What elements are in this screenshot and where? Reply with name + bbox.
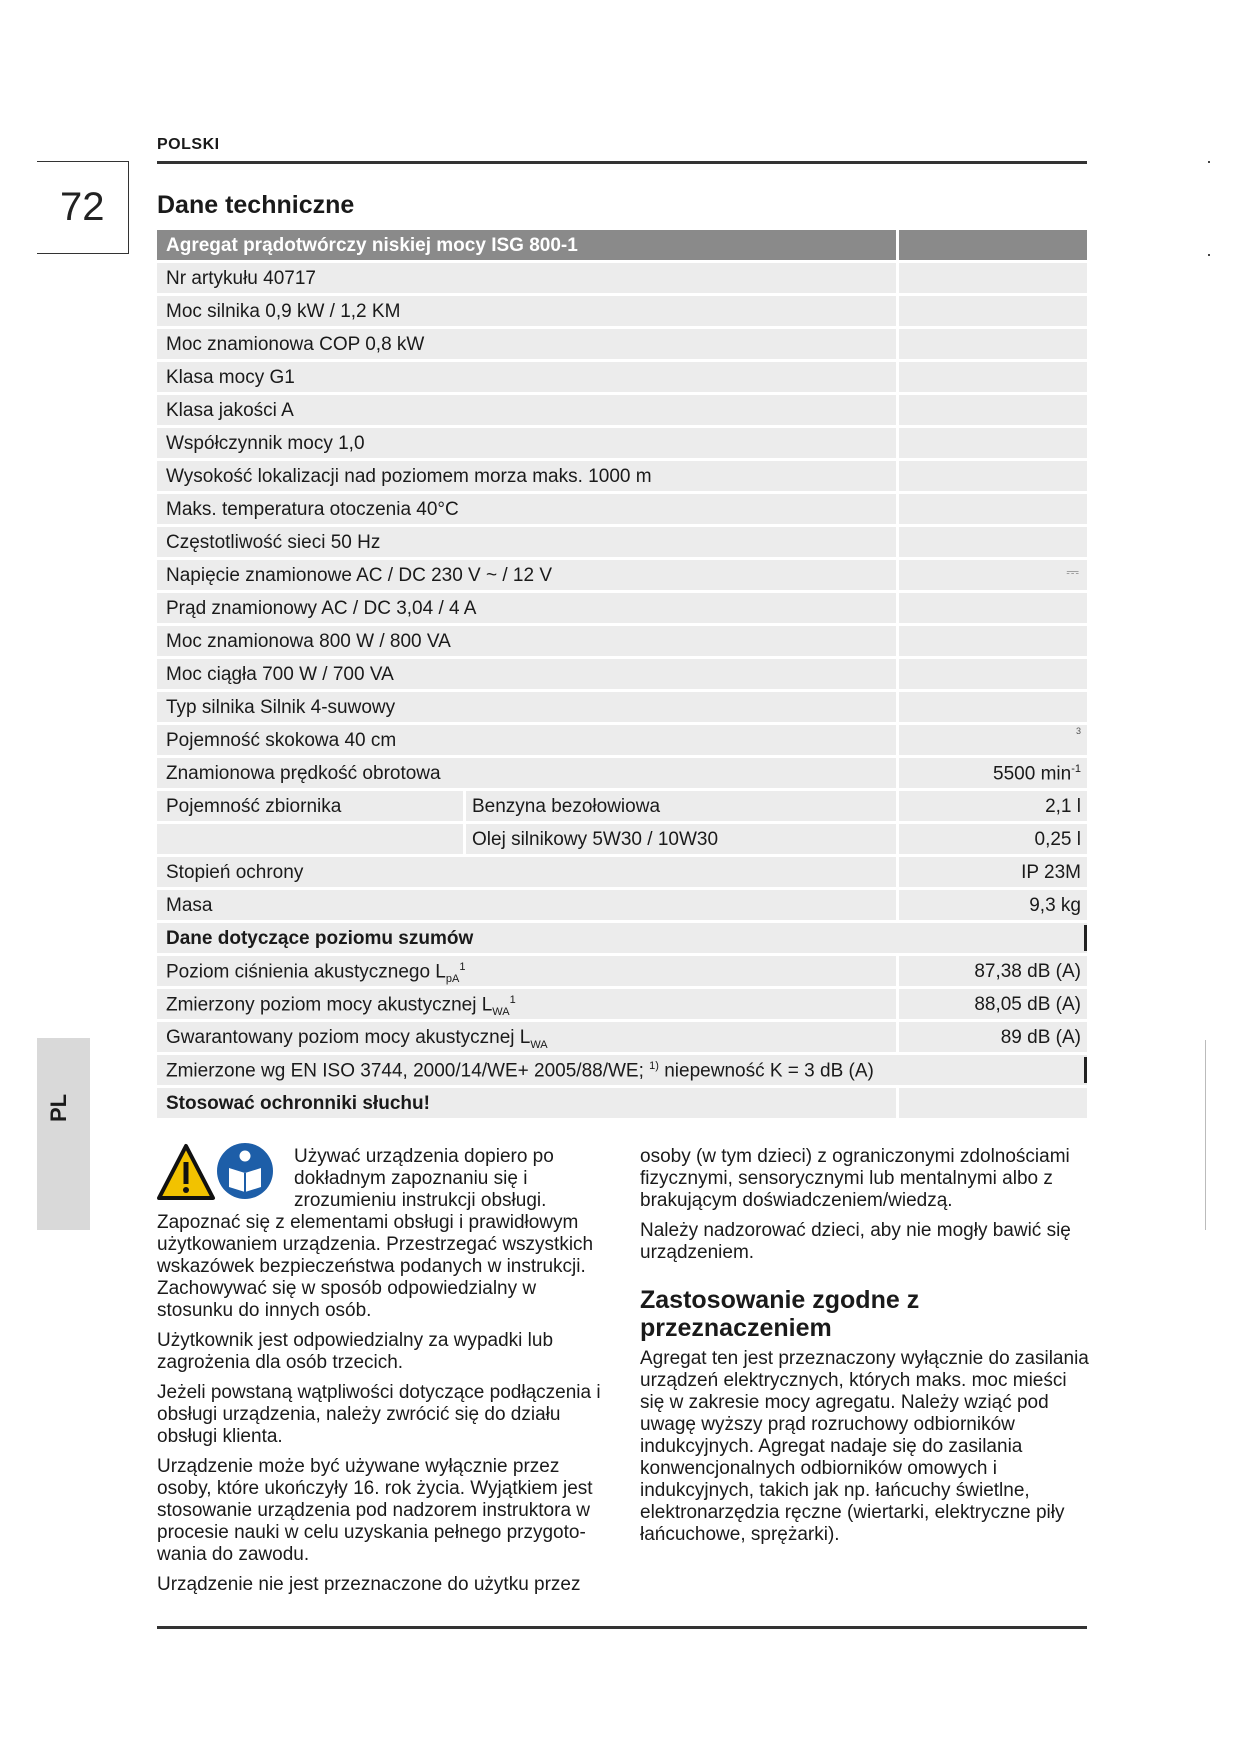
table-row <box>157 989 1087 1019</box>
standard-text: Zmierzone wg EN ISO 3744, 2000/14/WE+ 2005/88/WE; $^{1)}$ niepewność K = 3 dB (A) <box>166 1060 874 1082</box>
row-value: IP 23M <box>1021 862 1081 883</box>
row-label: Klasa jakości A <box>166 400 294 421</box>
paragraph: Zapoznać się z elementami obsługi i prawidłowym użytkowaniem urządzenia. Przestrzegać wszystkich wskazówek bezpieczeństwa podanych w instrukcji. Zachowywać się w sposób odpowiedzialny w stosunku do innych osób. <box>157 1212 594 1321</box>
table-row <box>157 263 1087 293</box>
row-sublabel: Benzyna bezołowiowa <box>472 796 661 817</box>
row-value: 5500 $\min^{-1}$ <box>993 763 1081 785</box>
edge-mark <box>1208 254 1210 256</box>
intro-text: Używać urządzenia dopiero po dokładnym zapoznaniu się i zrozumieniu instrukcji obsługi. <box>294 1146 554 1211</box>
table-row <box>157 560 1087 590</box>
row-label: Typ silnika Silnik 4-suwowy <box>166 697 396 718</box>
table-row <box>157 791 1087 821</box>
row-sublabel: Olej silnikowy 5W30 / 10W30 <box>472 829 719 850</box>
edge-line <box>1205 1040 1206 1230</box>
row-label: Masa <box>166 895 213 916</box>
row-label: Prąd znamionowy AC / DC 3,04 / 4 A <box>166 598 477 619</box>
row-label: Moc silnika 0,9 kW / 1,2 KM <box>166 301 401 322</box>
noise-header: Dane dotyczące poziomu szumów <box>166 928 474 949</box>
table-row <box>157 758 1087 788</box>
table-row <box>157 725 1087 755</box>
language-side-tab-label: PL <box>46 1093 71 1122</box>
table-row <box>157 428 1087 458</box>
table-row <box>157 824 1087 854</box>
tech-data-table <box>157 230 1087 1121</box>
section-title: Dane techniczne <box>157 191 355 219</box>
row-label: Stopień ochrony <box>166 862 304 883</box>
row-label: Pojemność zbiornika <box>166 796 342 817</box>
right-column <box>640 1146 1095 1554</box>
table-row <box>157 857 1087 887</box>
edge-mark <box>1208 161 1210 163</box>
row-label: Współczynnik mocy 1,0 <box>166 433 365 454</box>
row-value: 87,38 dB (A) <box>974 961 1081 982</box>
table-header-title: Agregat prądotwórczy niskiej mocy ISG 800-1 <box>166 235 578 256</box>
row-label: Maks. temperatura otoczenia 40°C <box>166 499 459 520</box>
row-label: Zmierzony poziom mocy akustycznej $L_{WA}^1$ <box>166 994 516 1019</box>
hearing-protection-warning: Stosować ochronniki słuchu! <box>166 1093 430 1114</box>
row-label: Moc znamionowa 800 W / 800 VA <box>166 631 451 652</box>
row-label: Moc ciągła 700 W / 700 VA <box>166 664 394 685</box>
row-label: Moc znamionowa COP 0,8 kW <box>166 334 425 355</box>
paragraph: Agregat ten jest przeznaczony wyłącznie do zasilania urządzeń elektrycznych, których maks. moc mieści się w zakresie mocy agregatu. Należy wziąć pod uwagę wyższy prąd rozruchowy odbiorników indukcyjnych. Agregat nadaje się do zasilania konwencjonalnych odbiorników omowych i indukcyjnych, takich jak np. łańcuchy świetlne, elektronarzędzia ręczne (wiertarki, elektryczne piły łańcuchowe, sprężarki). <box>640 1348 1089 1545</box>
table-row <box>157 494 1087 524</box>
paragraph: Jeżeli powstaną wątpliwości dotyczące podłączenia i obsługi urządzenia, należy zwrócić się do działu obsługi klienta. <box>157 1382 601 1447</box>
table-row <box>157 461 1087 491</box>
table-row <box>157 956 1087 986</box>
row-value: 89 dB (A) <box>1000 1027 1081 1048</box>
table-row <box>157 395 1087 425</box>
language-header: POLSKI <box>157 136 220 153</box>
header-rule <box>157 161 1087 164</box>
paragraph: osoby (w tym dzieci) z ograniczonymi zdolnościami fizycznymi, sensorycznymi lub mentalnymi albo z brakującym doświadczeniem/wiedzą. <box>640 1146 1070 1211</box>
table-row <box>157 890 1087 920</box>
row-value: 2,1 l <box>1045 796 1081 817</box>
table-row <box>157 593 1087 623</box>
table-header-row <box>157 230 1087 260</box>
noise-header-row <box>157 923 1087 953</box>
footer-rule <box>157 1626 1087 1629</box>
superscript-mark: 3 <box>1075 726 1081 736</box>
row-label: Częstotliwość sieci 50 Hz <box>166 532 381 553</box>
language-side-tab <box>37 1038 90 1230</box>
standard-row <box>157 1055 1087 1085</box>
row-label: Wysokość lokalizacji nad poziomem morza maks. 1000 m <box>166 466 652 487</box>
row-label: Napięcie znamionowe AC / DC 230 V ~ / 12 V <box>166 565 553 586</box>
left-column <box>157 1146 602 1604</box>
table-row <box>157 527 1087 557</box>
dc-symbol-icon: ⎓ <box>1066 564 1079 581</box>
page-number: 72 <box>60 185 105 229</box>
table-row <box>157 692 1087 722</box>
row-label: Znamionowa prędkość obrotowa <box>166 763 441 784</box>
row-label: Nr artykułu 40717 <box>166 268 316 289</box>
table-row <box>157 362 1087 392</box>
table-row <box>157 329 1087 359</box>
row-value: 9,3 kg <box>1029 895 1081 916</box>
row-value: 88,05 dB (A) <box>974 994 1081 1015</box>
paragraph: Urządzenie może być używane wyłącznie przez osoby, które ukończyły 16. rok życia. Wyjątkiem jest stosowanie urządzenia pod nadzorem instruktora w procesie nauki w celu uzyskania pełnego przygoto-wania do zawodu. <box>157 1456 593 1565</box>
row-label: Gwarantowany poziom mocy akustycznej $L_{WA}$ <box>166 1027 548 1051</box>
row-label: Klasa mocy G1 <box>166 367 295 388</box>
paragraph: Użytkownik jest odpowiedzialny za wypadki lub zagrożenia dla osób trzecich. <box>157 1330 554 1373</box>
section-heading: Zastosowanie zgodne z przeznaczeniem <box>640 1286 920 1342</box>
row-label: Pojemność skokowa 40 cm <box>166 730 397 751</box>
row-value: 0,25 l <box>1034 829 1081 850</box>
table-row <box>157 296 1087 326</box>
table-row <box>157 626 1087 656</box>
warning-row <box>157 1088 1087 1118</box>
table-row <box>157 1022 1087 1052</box>
row-label: Poziom ciśnienia akustycznego $L_{pA}^1$ <box>166 961 466 986</box>
paragraph: Należy nadzorować dzieci, aby nie mogły bawić się urządzeniem. <box>640 1220 1071 1263</box>
table-row <box>157 659 1087 689</box>
paragraph: Urządzenie nie jest przeznaczone do użytku przez <box>157 1574 581 1595</box>
